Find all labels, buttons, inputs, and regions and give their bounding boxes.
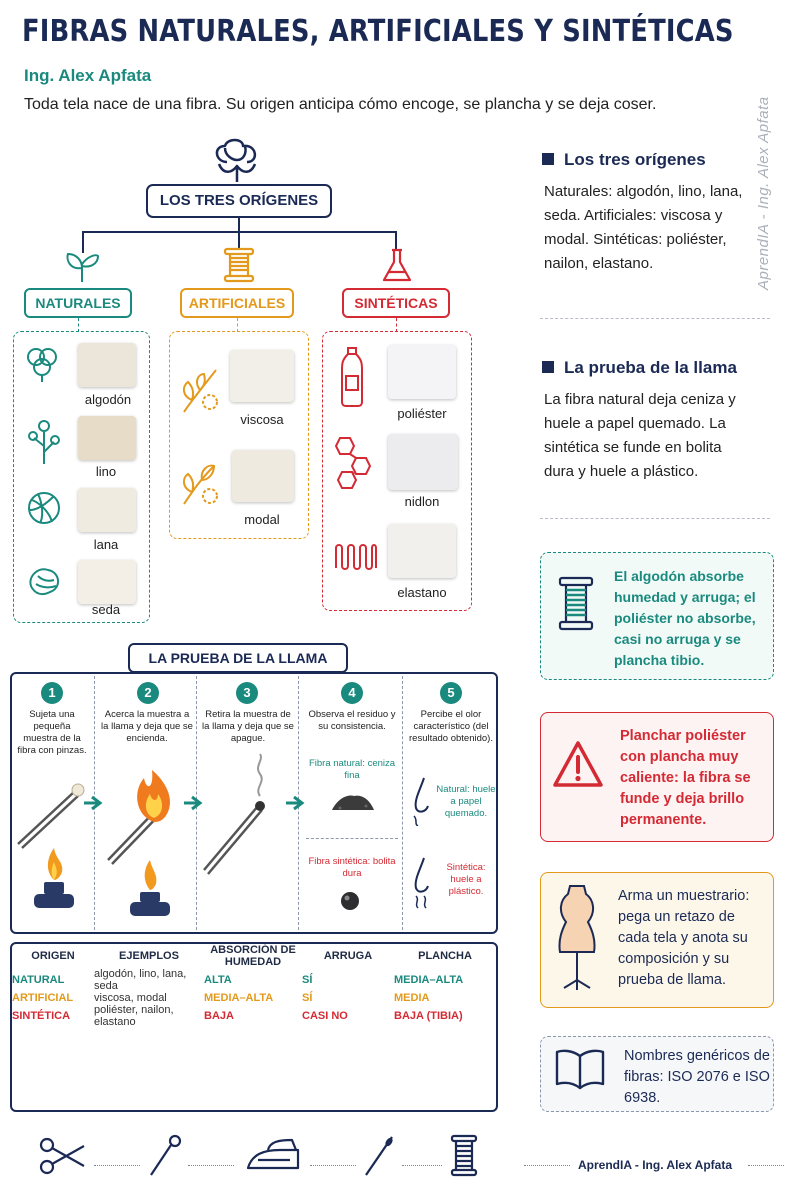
molecule-icon: [330, 432, 380, 494]
watermark-text: AprendIA - Ing. Alex Apfata: [755, 96, 772, 290]
algodon-swatch: [78, 343, 136, 387]
footer-credit: AprendIA - Ing. Alex Apfata: [577, 1158, 732, 1172]
nose-icon: [410, 776, 434, 826]
lino-swatch: [78, 416, 136, 460]
yarn-ball-icon: [24, 488, 64, 528]
fiber-poliester: poliéster: [397, 406, 447, 421]
row-absorption: ALTA: [204, 974, 232, 986]
sampler-text: Arma un muestrario: pega un retazo de cada tela y anota su composición y su prueba de llama.: [618, 888, 750, 988]
flame-test-title: LA PRUEBA DE LA LLAMA: [128, 643, 348, 673]
table-row: [12, 1004, 496, 1028]
smell-synthetic-label: Sintética: huele a plástico.: [446, 862, 486, 897]
needle-icon: [362, 1134, 396, 1178]
leaf-sprout-icon: [62, 250, 102, 284]
arrow-right-icon: [286, 794, 308, 812]
category-naturales: NATURALES: [24, 288, 132, 318]
nose-icon: [410, 856, 434, 910]
residue-synthetic-label: Fibra sintética: bolita dura: [308, 856, 396, 879]
flax-flower-icon: [24, 416, 64, 466]
intro-text: Toda tela nace de una fibra. Su origen anticipa cómo encoge, se plancha y se deja coser.: [24, 96, 657, 113]
flask-icon: [380, 246, 414, 284]
plant-cellulose-icon: [178, 360, 222, 416]
modal-swatch: [232, 450, 294, 502]
thread-spool-icon: [556, 576, 596, 632]
plant-leaf-icon: [178, 458, 222, 508]
row-iron: BAJA (TIBIA): [394, 1010, 463, 1022]
smoking-sample-icon: [200, 752, 296, 882]
step-3-number: 3: [236, 682, 258, 704]
nylon-swatch: [388, 434, 458, 490]
dress-form-icon: [552, 882, 602, 992]
elastano-swatch: [388, 524, 456, 578]
row-examples: algodón, lino, lana, seda: [94, 968, 187, 992]
fiber-seda: seda: [91, 602, 121, 617]
step-4-text: Observa el residuo y su consistencia.: [308, 709, 396, 732]
flame-heading: [542, 358, 737, 378]
origins-root-box: LOS TRES ORÍGENES: [146, 184, 332, 218]
ash-pile-icon: [330, 788, 376, 814]
residue-natural-label: Fibra natural: ceniza fina: [308, 758, 396, 781]
origins-heading: [542, 150, 706, 170]
fiber-elastano: elastano: [397, 585, 447, 600]
cotton-icon: [205, 136, 275, 184]
fiber-lino: lino: [95, 464, 117, 479]
row-iron: MEDIA–ALTA: [394, 974, 464, 986]
header-origen: ORIGEN: [31, 950, 75, 962]
pin-icon: [148, 1134, 182, 1178]
row-origin: NATURAL: [12, 974, 65, 986]
row-wrinkle: SÍ: [302, 992, 313, 1004]
lana-swatch: [78, 488, 136, 532]
step-5-number: 5: [440, 682, 462, 704]
table-row: [12, 968, 496, 992]
category-sinteticas: SINTÉTICAS: [342, 288, 450, 318]
row-wrinkle: SÍ: [302, 974, 313, 986]
step-1-text: Sujeta una pequeña muestra de la fibra con pinzas.: [17, 709, 87, 756]
row-origin: SINTÉTICA: [12, 1010, 71, 1022]
fiber-modal: modal: [244, 512, 280, 527]
smell-natural-label: Natural: huele a papel quemado.: [436, 784, 496, 819]
elastic-wave-icon: [334, 542, 378, 572]
open-book-icon: [554, 1048, 606, 1090]
warning-icon: [552, 740, 604, 788]
step-2-number: 2: [137, 682, 159, 704]
step-2-text: Acerca la muestra a la llama y deja que se encienda.: [101, 709, 193, 744]
iron-icon: [244, 1136, 304, 1176]
fiber-lana: lana: [93, 537, 119, 552]
plastic-bottle-icon: [336, 346, 368, 408]
warning-text: Planchar poliéster con plancha muy caliente: la fibra se funde y deja brillo permanente.: [620, 728, 751, 828]
iso-text: Nombres genéricos de fibras: ISO 2076 e ISO 6938.: [624, 1048, 770, 1106]
vertical-watermark: [755, 20, 785, 290]
seda-swatch: [78, 560, 136, 604]
header-plancha: PLANCHA: [418, 950, 472, 962]
row-examples: poliéster, nailon, elastano: [94, 1004, 174, 1028]
origins-text: Naturales: algodón, lino, lana, seda. Artificiales: viscosa y modal. Sintéticas: poliéster, nailon, elastano.: [544, 183, 743, 272]
row-origin: ARTIFICIAL: [12, 992, 74, 1004]
header-arruga: ARRUGA: [323, 950, 373, 962]
step-4-number: 4: [341, 682, 363, 704]
silk-cocoon-icon: [24, 560, 64, 600]
scissors-icon: [38, 1136, 88, 1176]
row-wrinkle: CASI NO: [302, 1010, 348, 1022]
flame-heading-text: La prueba de la llama: [564, 358, 737, 377]
step-5-text: Percibe el olor característico (del resultado obtenido).: [409, 709, 493, 744]
fiber-viscosa: viscosa: [240, 412, 284, 427]
author: Ing. Alex Apfata: [24, 66, 152, 85]
page-title: FIBRAS NATURALES, ARTIFICIALES Y SINTÉTICAS: [22, 14, 734, 49]
cotton-boll-icon: [22, 343, 62, 383]
row-absorption: BAJA: [204, 1010, 234, 1022]
fiber-nidlon: nidlon: [404, 494, 440, 509]
origins-heading-text: Los tres orígenes: [564, 150, 706, 169]
comparison-table: [10, 942, 498, 1112]
fiber-algodon: algodón: [84, 392, 132, 407]
step-3-text: Retira la muestra de la llama y deja que se apague.: [202, 709, 294, 744]
spool-icon: [222, 246, 256, 284]
burning-sample-icon: [102, 762, 192, 922]
category-artificiales: ARTIFICIALES: [180, 288, 294, 318]
table-row: [12, 992, 496, 1004]
row-examples: viscosa, modal: [94, 992, 167, 1004]
row-iron: MEDIA: [394, 992, 430, 1004]
header-absorcion: ABSORCIÓN DE HUMEDAD: [210, 944, 296, 968]
hard-bead-icon: [339, 890, 361, 912]
thread-spool-icon: [448, 1134, 482, 1178]
cotton-polyester-text: El algodón absorbe humedad y arruga; el poliéster no absorbe, casi no arruga y se plancha tibio.: [614, 568, 756, 668]
header-ejemplos: EJEMPLOS: [119, 950, 179, 962]
row-absorption: MEDIA–ALTA: [204, 992, 274, 1004]
tweezers-burner-icon: [14, 770, 94, 920]
viscosa-swatch: [230, 350, 294, 402]
poliester-swatch: [388, 345, 456, 399]
flame-text: La fibra natural deja ceniza y huele a papel quemado. La sintética se funde en bolita dura y huele a plástico.: [544, 391, 736, 480]
step-1-number: 1: [41, 682, 63, 704]
